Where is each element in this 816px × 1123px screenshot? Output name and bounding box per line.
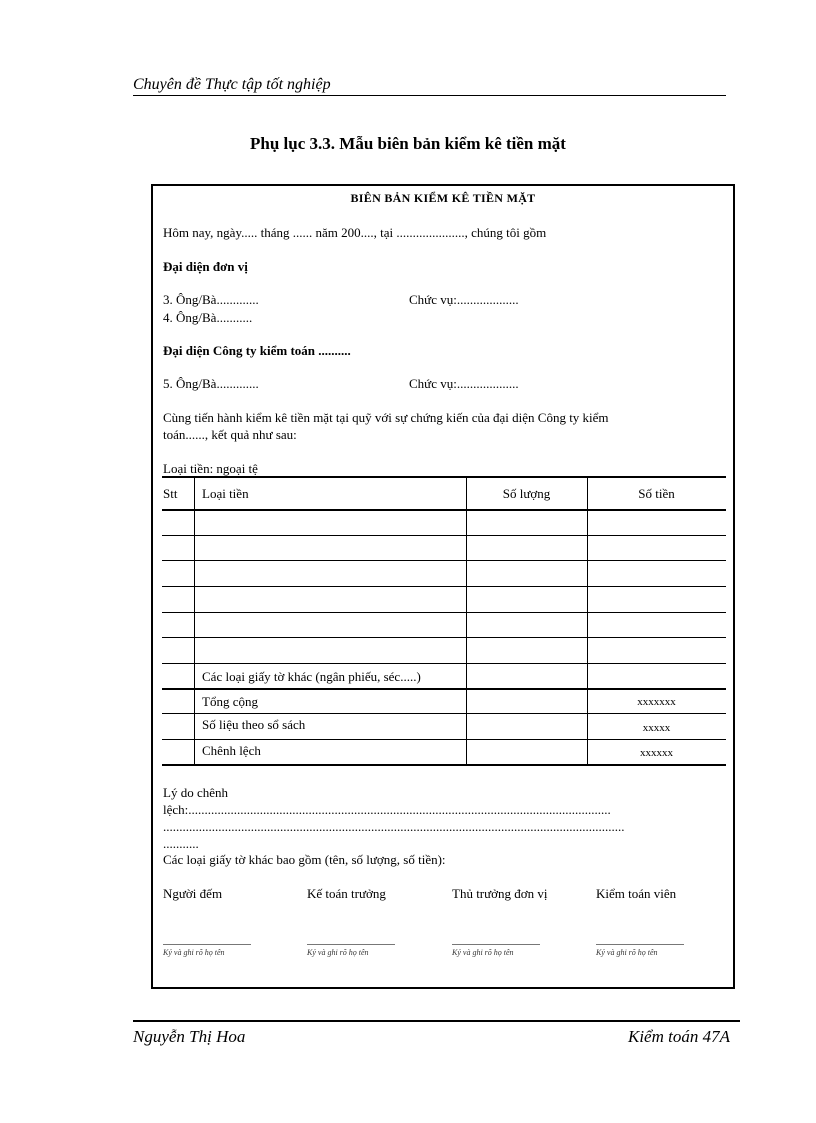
- paragraph-line-1: Cùng tiến hành kiểm kê tiền mặt tại quỹ với sự chứng kiến của đại diện Công ty kiểm: [163, 410, 609, 425]
- other-docs-include: Các loại giấy tờ khác bao gồm (tên, số lượng, số tiền):: [163, 852, 446, 867]
- audit-rep-heading: Đại diện Công ty kiểm toán ..........: [163, 343, 351, 358]
- row-difference-amount: xxxxxx: [640, 747, 673, 759]
- signature-note: Ký và ghi rõ họ tên: [307, 948, 369, 957]
- signature-role-counter: Người đếm: [163, 886, 223, 901]
- table-col-rule: [587, 476, 588, 764]
- table-row-rule: [162, 535, 726, 536]
- row-total-amount: xxxxxxx: [637, 696, 676, 708]
- signature-line: [163, 944, 251, 945]
- signature-note: Ký và ghi rõ họ tên: [452, 948, 514, 957]
- table-rule-top: [162, 476, 726, 478]
- unit-rep-heading: Đại diện đơn vị: [163, 259, 248, 274]
- unit-rep-1-position: Chức vụ:...................: [409, 292, 519, 307]
- table-rule-header: [162, 509, 726, 511]
- table-row-rule: [162, 739, 726, 740]
- table-row-rule: [162, 713, 726, 714]
- signature-line: [596, 944, 684, 945]
- table-row-rule: [162, 586, 726, 587]
- signature-note: Ký và ghi rõ họ tên: [596, 948, 658, 957]
- col-header-quantity: Số lượng: [502, 486, 551, 501]
- unit-rep-2-name: 4. Ông/Bà...........: [163, 310, 253, 325]
- audit-rep-1-position: Chức vụ:...................: [409, 376, 519, 391]
- reason-line-3: ...........: [163, 836, 199, 851]
- table-col-rule: [194, 476, 195, 764]
- row-other-docs: Các loại giấy tờ khác (ngân phiếu, séc.....): [202, 669, 421, 684]
- table-row-rule: [162, 637, 726, 638]
- signature-note: Ký và ghi rõ họ tên: [163, 948, 225, 957]
- footer-author: Nguyễn Thị Hoa: [133, 1027, 246, 1046]
- signature-line: [307, 944, 395, 945]
- row-difference-label: Chênh lệch: [202, 743, 261, 758]
- table-row-rule: [162, 688, 726, 690]
- reason-line-2: ..............................................................................................................................................: [163, 819, 625, 834]
- row-per-books-amount: xxxxx: [642, 722, 671, 734]
- table-row-rule: [162, 560, 726, 561]
- document-header-title: Chuyên đề Thực tập tốt nghiệp: [133, 76, 331, 93]
- table-col-rule: [466, 476, 467, 764]
- table-row-rule: [162, 663, 726, 664]
- table-rule-bottom: [162, 764, 726, 766]
- page-title: Phụ lục 3.3. Mẫu biên bản kiểm kê tiền mặt: [250, 134, 566, 153]
- header-rule: [133, 95, 726, 96]
- signature-role-auditor: Kiểm toán viên: [596, 886, 677, 901]
- row-per-books-label: Số liệu theo sổ sách: [202, 717, 306, 732]
- footer-class: Kiểm toán 47A: [628, 1027, 730, 1046]
- reason-line-1: lệch:..................................................................................................................................: [163, 802, 611, 817]
- signature-line: [452, 944, 540, 945]
- intro-line: Hôm nay, ngày..... tháng ...... năm 200...., tại ....................., chúng tôi gồm: [163, 225, 547, 240]
- unit-rep-1-name: 3. Ông/Bà.............: [163, 292, 259, 307]
- footer-rule: [133, 1020, 740, 1022]
- signature-role-unit-head: Thủ trưởng đơn vị: [452, 886, 548, 901]
- currency-type-label: Loại tiền: ngoại tệ: [163, 461, 258, 476]
- row-total-label: Tổng cộng: [202, 694, 258, 709]
- col-header-amount: Số tiền: [638, 486, 675, 501]
- paragraph-line-2: toán......, kết quả như sau:: [163, 427, 297, 442]
- table-row-rule: [162, 612, 726, 613]
- col-header-stt: Stt: [163, 486, 178, 501]
- signature-role-chief-accountant: Kế toán trưởng: [307, 886, 386, 901]
- audit-rep-1-name: 5. Ông/Bà.............: [163, 376, 259, 391]
- col-header-type: Loại tiền: [202, 486, 249, 501]
- reason-label: Lý do chênh: [163, 785, 228, 800]
- form-title: BIÊN BẢN KIỂM KÊ TIỀN MẶT: [350, 191, 536, 205]
